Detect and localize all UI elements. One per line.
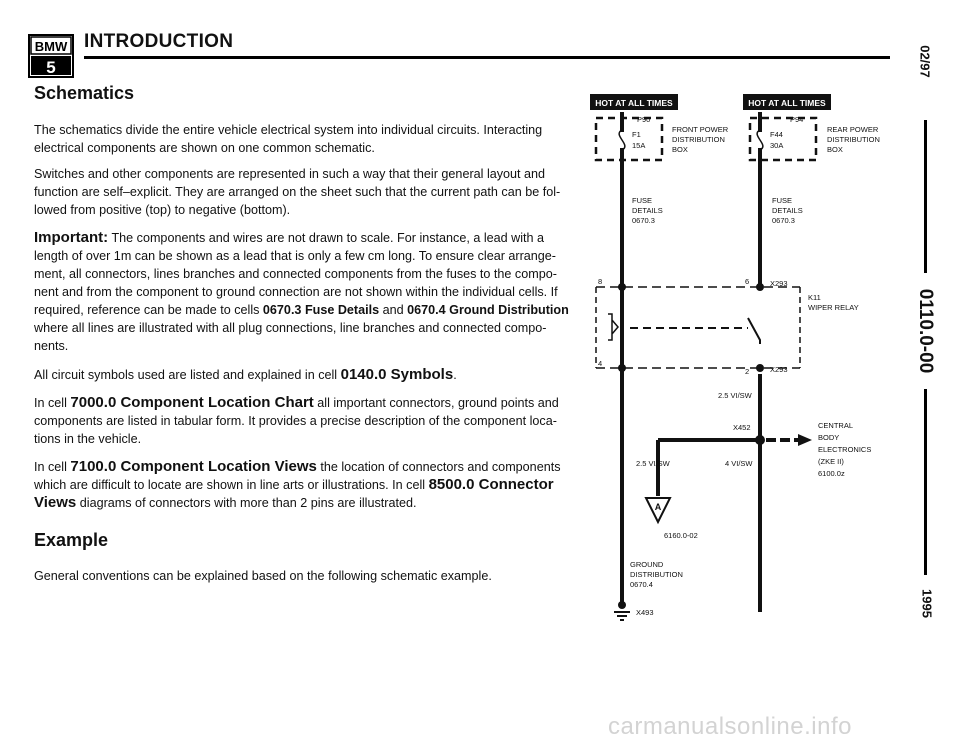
front-power-l2: DISTRIBUTION (672, 135, 725, 144)
ref-location-views: 7100.0 Component Location Views (70, 458, 317, 475)
zke-l1: CENTRAL (818, 421, 854, 430)
pin-8: 8 (598, 277, 603, 286)
margin-cell-code: 0110.0-00 (912, 273, 938, 389)
ground-dist-l1: GROUND (630, 560, 664, 569)
fuse-details-left-l3: 0670.3 (632, 216, 655, 225)
wire-label-c: 4 VI/SW (725, 459, 753, 468)
ground-symbol (614, 612, 630, 620)
ground-dist-l3: 0670.4 (630, 580, 653, 589)
margin-year: 1995 (920, 587, 935, 621)
ground-x493: X493 (636, 608, 654, 617)
front-power-l1: FRONT POWER (672, 125, 729, 134)
rear-power-l3: BOX (827, 145, 843, 154)
relay-contact (748, 318, 760, 344)
chart-text-a: In cell (34, 396, 71, 410)
connector-x293-bottom: X293 (770, 365, 788, 374)
example-title: Example (34, 530, 109, 550)
important-text-a: The components and wires are not drawn to scale. For instance, a lead with a length of over 1m can be shown as a lead that is only a few cm long. To ensure clear arrange-ment, all connectors, lines branches and connected components from the fuses to the compo-nent and from the component to ground connection are not shown within the individual cells. If required, reference can be made to cells (34, 231, 558, 317)
ref-ground-distribution: 0670.4 Ground Distribution (407, 303, 569, 317)
paragraph-layout: Switches and other components are represented in such a way that their general layout and function are self–explicit. They are arranged on the sheet such that the current path can be fol-lowed from positive (top) to negative (bottom). (34, 167, 561, 217)
page-header-title: INTRODUCTION (84, 31, 234, 52)
relay-k11: K11 (808, 293, 821, 302)
zke-l3: ELECTRONICS (818, 445, 872, 454)
ref-fuse-details: 0670.3 Fuse Details (262, 303, 380, 317)
p90-code: P90 (637, 115, 651, 124)
important-and: and (379, 303, 408, 317)
wire-label-a: 2.5 VI/SW (718, 391, 752, 400)
fuse-f1-label: F1 (632, 130, 641, 139)
ref-symbols: 0140.0 Symbols (340, 366, 454, 383)
zke-l4: (ZKE II) (818, 457, 844, 466)
watermark: carmanualsonline.info (608, 713, 852, 740)
splice-x452 (755, 435, 765, 445)
chart-text-b: all important connectors, ground points and components are listed in tabular form. It provides a precise description of the component loca-tions in the vehicle. (34, 396, 559, 446)
important-label: Important: (34, 229, 109, 246)
fuse-details-right-l2: DETAILS (772, 206, 803, 215)
paragraph-example: General conventions can be explained based on the following schematic example. (34, 569, 492, 583)
arrow-to-zke (798, 434, 812, 446)
p94-code: P94 (790, 115, 804, 124)
paragraph-intro: The schematics divide the entire vehicle electrical system into individual circuits. Interacting electrical components are shown on one common schematic. (34, 123, 543, 155)
connector-a-ref: 6160.0-02 (664, 531, 698, 540)
fuse-f44-amp: 30A (770, 141, 784, 150)
section-title: Schematics (34, 83, 135, 103)
fuse-details-left-l2: DETAILS (632, 206, 663, 215)
splice-label: X452 (733, 423, 751, 432)
logo-text: BMW (34, 39, 68, 54)
ref-connector-views: 8500.0 Connector Views (34, 476, 554, 511)
important-text-b: where all lines are illustrated with all plug connections, line branches and connected compo-nents. (34, 321, 547, 353)
badge-left-text: HOT AT ALL TIMES (595, 98, 673, 108)
badge-right-text: HOT AT ALL TIMES (748, 98, 826, 108)
ref-location-chart: 7000.0 Component Location Chart (70, 394, 314, 411)
views-text-b: the location of connectors and components which are difficult to locate are shown in line arts or illustrations. In cell (34, 460, 561, 492)
views-text-a: In cell (34, 460, 71, 474)
front-power-l3: BOX (672, 145, 688, 154)
rear-power-l1: REAR POWER (827, 125, 879, 134)
connector-x293-top: X293 (770, 279, 788, 288)
views-text-c: diagrams of connectors with more than 2 pins are illustrated. (76, 496, 417, 510)
fuse-details-left-l1: FUSE (632, 196, 653, 205)
zke-l2: BODY (818, 433, 840, 442)
connector-a-label: A (654, 502, 662, 512)
margin-date: 02/97 (918, 42, 933, 82)
fuse-details-right-l3: 0670.3 (772, 216, 795, 225)
fuse-f44-label: F44 (770, 130, 783, 139)
fuse-f1-amp: 15A (632, 141, 646, 150)
rear-power-l2: DISTRIBUTION (827, 135, 880, 144)
symbols-text-a: All circuit symbols used are listed and explained in cell (34, 368, 341, 382)
pin-6: 6 (745, 277, 750, 286)
logo-series: 5 (46, 58, 56, 77)
relay-name: WIPER RELAY (808, 303, 859, 312)
wire-label-b: 2.5 VI/SW (636, 459, 670, 468)
pin-4: 4 (598, 359, 603, 368)
fuse-details-right-l1: FUSE (772, 196, 793, 205)
ground-dist-l2: DISTRIBUTION (630, 570, 683, 579)
wiper-relay-box (596, 287, 800, 368)
symbols-text-b: . (453, 368, 457, 382)
zke-l5: 6100.0z (818, 469, 845, 478)
front-power-box (596, 118, 662, 160)
pin-2: 2 (745, 367, 750, 376)
